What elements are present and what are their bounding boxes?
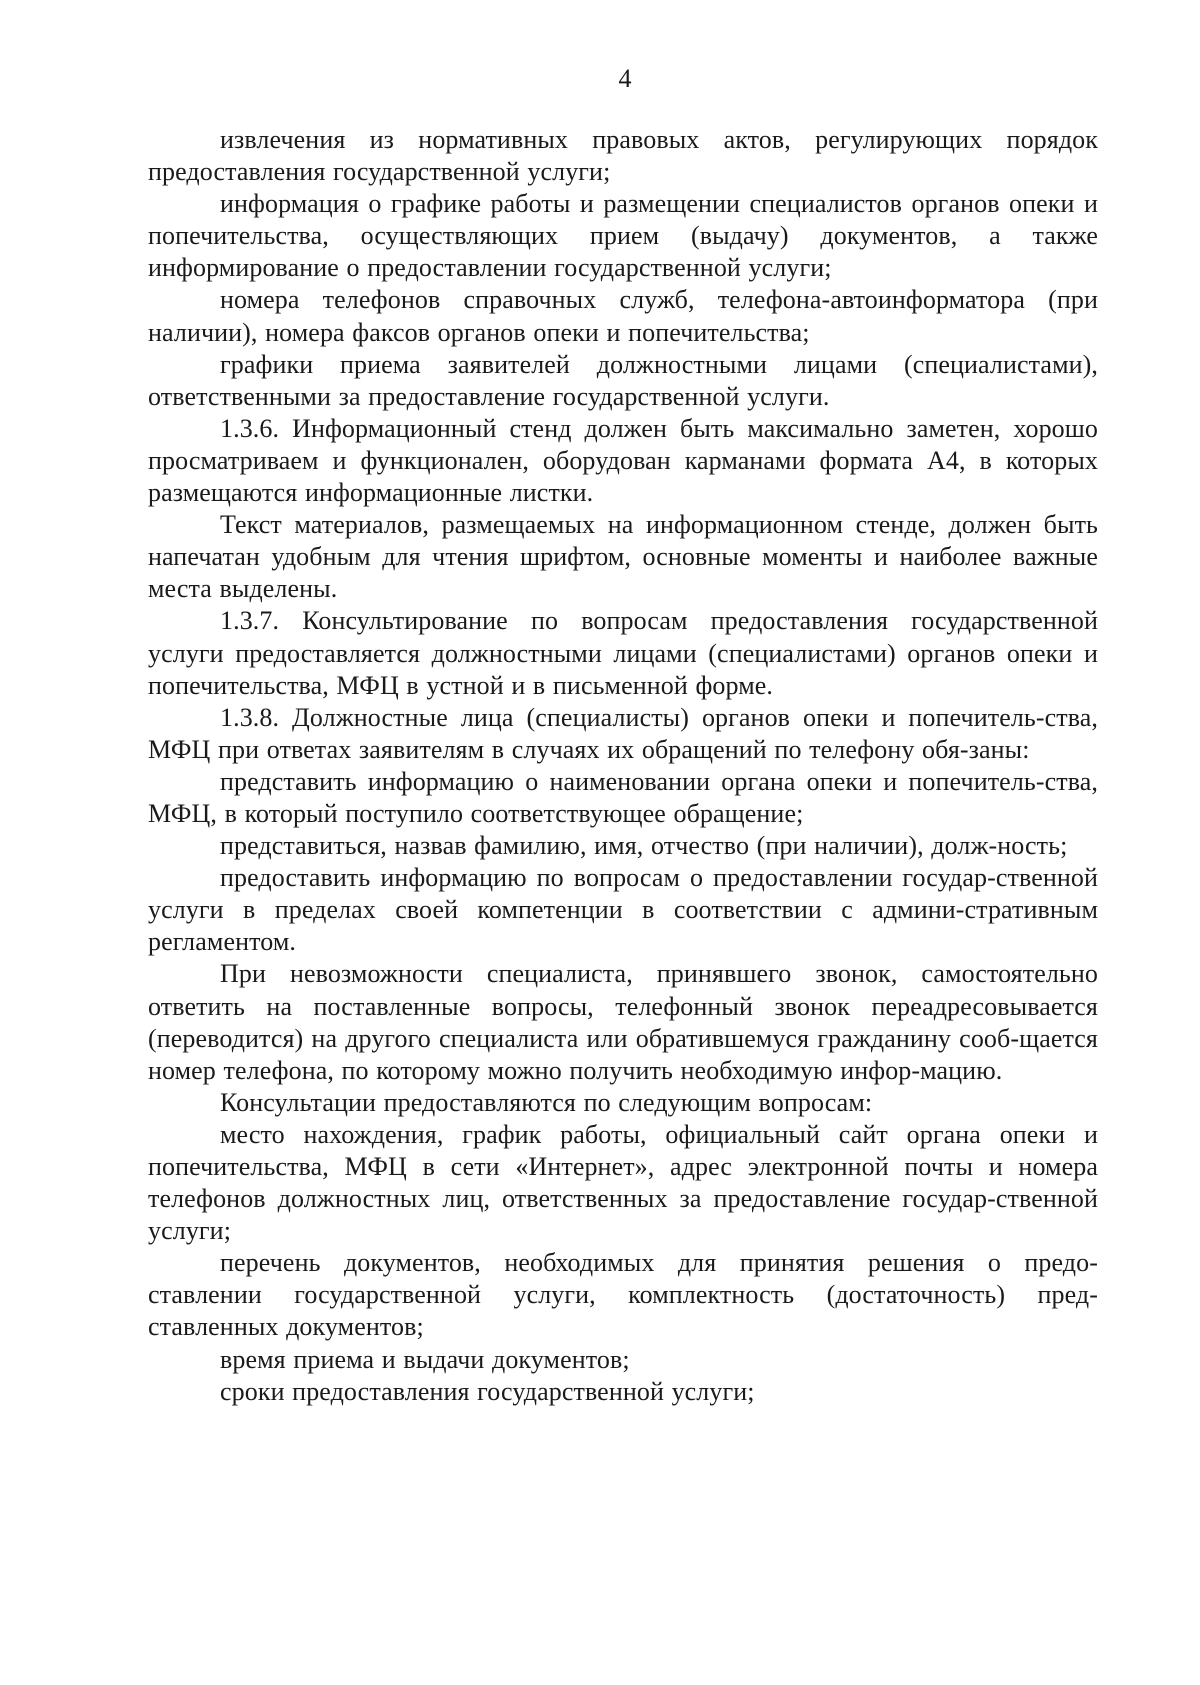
paragraph-introduce-yourself: представиться, назвав фамилию, имя, отчество (при наличии), долж-ность; xyxy=(220,831,1068,861)
paragraph-service-deadlines: сроки предоставления государственной услуги; xyxy=(220,1376,755,1406)
paragraph-call-redirect: При невозможности специалиста, принявшего звонок, самостоятельно ответить на поставленные вопросы, телефонный звонок переадресовывается (переводится) на другого специалиста или обратившемуся гражданину сооб-щается номер телефона, по которому можно получить необходимую инфор-мацию. xyxy=(148,959,1098,1085)
paragraph-consultation-topics: Консультации предоставляются по следующим вопросам: xyxy=(220,1087,873,1117)
document-body xyxy=(148,124,1098,1408)
paragraph-extracts-from-normative-acts: извлечения из нормативных правовых актов, регулирующих порядок предоставления государственной услуги; xyxy=(148,125,1098,187)
paragraph-phone-numbers: номера телефонов справочных служб, телефона-автоинформатора (при наличии), номера факсов органов опеки и попечительства; xyxy=(148,285,1098,347)
paragraph-1-3-6: 1.3.6. Информационный стенд должен быть максимально заметен, хорошо просматриваем и функционален, оборудован карманами формата А4, в которых размещаются информационные листки. xyxy=(148,413,1098,508)
paragraph-1-3-8: 1.3.8. Должностные лица (специалисты) органов опеки и попечитель-ства, МФЦ при ответах заявителям в случаях их обращений по телефону обя-заны: xyxy=(148,702,1098,764)
page-number: 4 xyxy=(618,64,632,93)
paragraph-reception-schedules: графики приема заявителей должностными лицами (специалистами), ответственными за предоставление государственной услуги. xyxy=(148,349,1098,411)
paragraph-provide-information: предоставить информацию по вопросам о предоставлении государ-ственной услуги в пределах своей компетенции в соответствии с админи-стративным регламентом. xyxy=(148,863,1098,957)
paragraph-required-documents: перечень документов, необходимых для принятия решения о предо-ставлении государственной услуги, комплектность (достаточность) пред-ставленных документов; xyxy=(148,1248,1098,1342)
paragraph-location-and-contacts: место нахождения, график работы, официальный сайт органа опеки и попечительства, МФЦ в сети «Интернет», адрес электронной почты и номера телефонов должностных лиц, ответственных за предоставление государ-ственной услуги; xyxy=(148,1119,1098,1246)
paragraph-stand-text-materials: Текст материалов, размещаемых на информационном стенде, должен быть напечатан удобным для чтения шрифтом, основные моменты и наиболее важные места выделены. xyxy=(148,510,1098,604)
paragraph-1-3-7: 1.3.7. Консультирование по вопросам предоставления государственной услуги предоставляется должностными лицами (специалистами) органов опеки и попечительства, МФЦ в устной и в письменной форме. xyxy=(148,606,1098,700)
paragraph-present-organ-information: представить информацию о наименовании органа опеки и попечитель-ства, МФЦ, в который поступило соответствующее обращение; xyxy=(148,766,1098,828)
paragraph-reception-time: время приема и выдачи документов; xyxy=(220,1344,630,1374)
paragraph-schedule-information: информация о графике работы и размещении специалистов органов опеки и попечительства, осуществляющих прием (выдачу) документов, а также информирование о предоставлении государственной услуги; xyxy=(148,189,1098,283)
